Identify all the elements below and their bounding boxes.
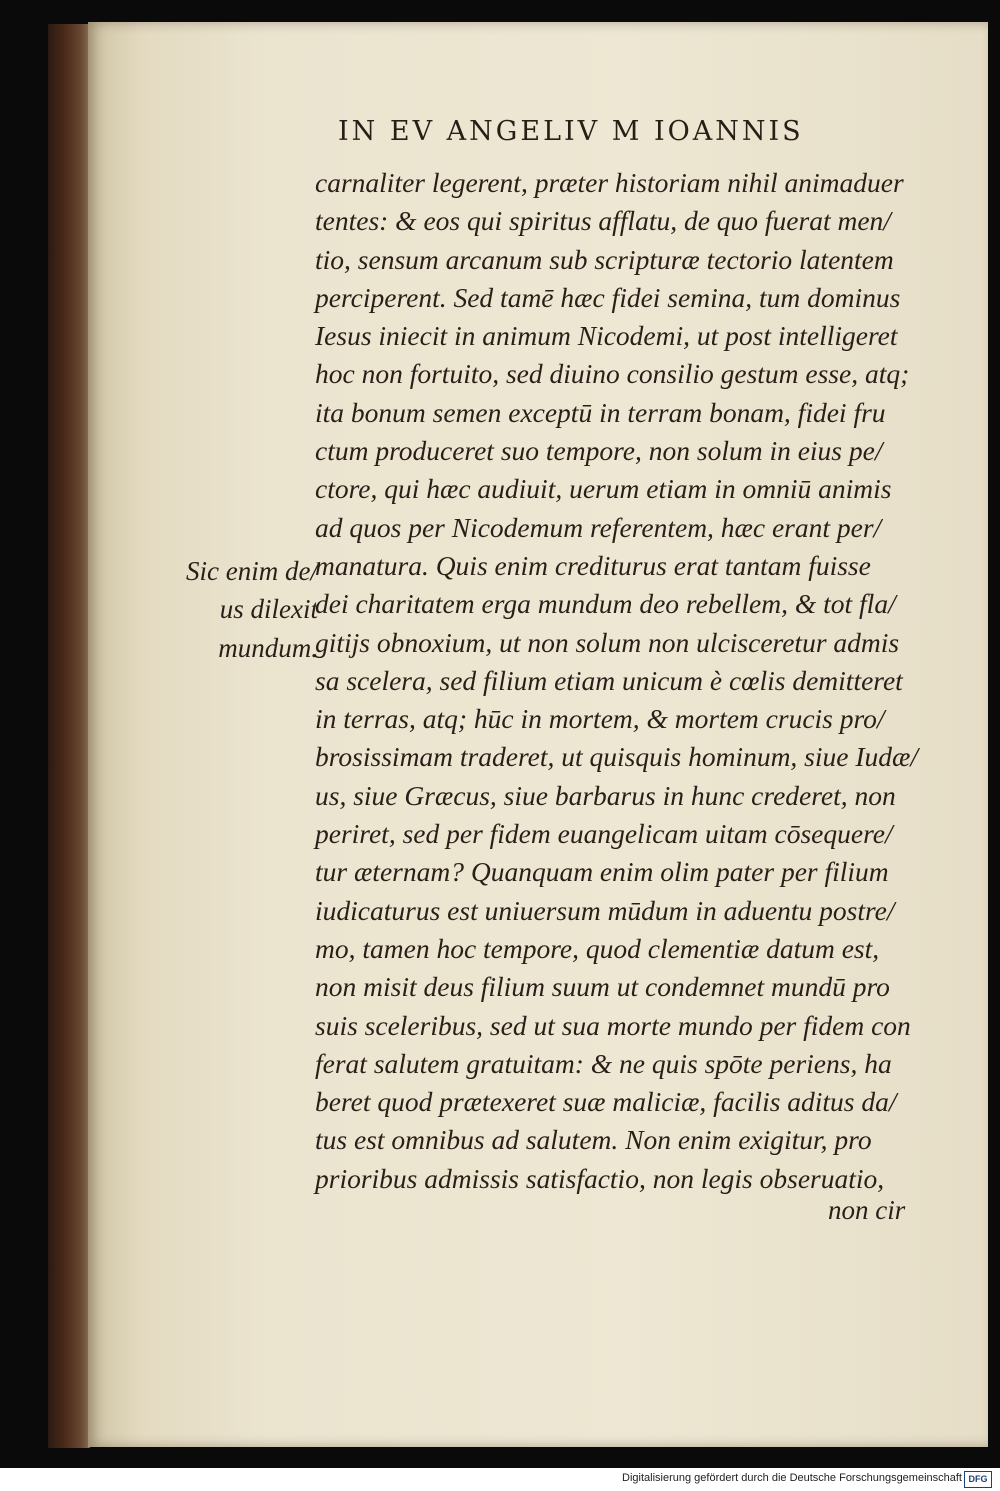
text-line: iudicaturus est uniuersum mūdum in aduentu postre/ — [315, 894, 895, 926]
text-line: ad quos per Nicodemum referentem, hæc erant per/ — [315, 511, 882, 543]
dfg-logo: DFG — [964, 1471, 992, 1488]
footer-bar — [0, 1468, 1000, 1491]
text-line: suis sceleribus, sed ut sua morte mundo per fidem con — [315, 1009, 911, 1041]
running-head: IN EV ANGELIV M IOANNIS — [338, 116, 804, 147]
text-line: ita bonum semen exceptū in terram bonam, fidei fru — [315, 396, 886, 428]
text-line: dei charitatem erga mundum deo rebellem, & tot fla/ — [315, 588, 896, 620]
text-line: ferat salutem gratuitam: & ne quis spōte periens, ha — [315, 1047, 892, 1079]
margin-note — [150, 552, 318, 667]
text-line: brosissimam traderet, ut quisquis hominum, siue Iudæ/ — [315, 741, 918, 773]
text-line: tio, sensum arcanum sub scripturæ tectorio latentem — [315, 243, 894, 275]
funding-credit: Digitalisierung gefördert durch die Deutsche Forschungsgemeinschaft — [622, 1472, 962, 1484]
text-line: sa scelera, sed filium etiam unicum è cœlis demitteret — [315, 664, 903, 696]
text-line: tus est omnibus ad salutem. Non enim exigitur, pro — [315, 1124, 872, 1156]
text-line: hoc non fortuito, sed diuino consilio gestum esse, atq; — [315, 358, 910, 390]
text-line: prioribus admissis satisfactio, non legis obseruatio, — [315, 1162, 885, 1194]
margin-note-line: us dilexit — [219, 594, 318, 625]
text-line: perciperent. Sed tamē hæc fidei semina, tum dominus — [315, 281, 901, 313]
text-line: non misit deus filium suum ut condemnet mundū pro — [315, 971, 890, 1003]
text-line: gitijs obnoxium, ut non solum non ulcisceretur admis — [315, 626, 900, 658]
text-line: ctore, qui hæc audiuit, uerum etiam in omniū animis — [315, 473, 892, 505]
margin-note-line: mundum. — [218, 632, 318, 663]
text-line: us, siue Græcus, siue barbarus in hunc crederet, non — [315, 779, 896, 811]
book-spine-edge — [48, 24, 90, 1448]
text-line: tentes: & eos qui spiritus afflatu, de quo fuerat men/ — [315, 205, 891, 237]
text-line: manatura. Quis enim crediturus erat tantam fuisse — [315, 549, 871, 581]
body-text — [315, 164, 945, 1198]
catchword: non cir — [828, 1195, 906, 1225]
margin-note-line: Sic enim de/ — [186, 556, 318, 586]
text-line: periret, sed per fidem euangelicam uitam cōsequere/ — [315, 818, 893, 850]
text-line: tur æternam? Quanquam enim olim pater per filium — [315, 856, 889, 888]
text-line: in terras, atq; hūc in mortem, & mortem crucis pro/ — [315, 703, 885, 735]
text-line: beret quod prætexeret suæ maliciæ, facilis aditus da/ — [315, 1086, 897, 1118]
text-line: ctum produceret suo tempore, non solum in eius pe/ — [315, 435, 883, 467]
text-line: carnaliter legerent, præter historiam nihil animaduer — [315, 167, 904, 198]
text-line: mo, tamen hoc tempore, quod clementiæ datum est, — [315, 932, 880, 964]
text-line: Iesus iniecit in animum Nicodemi, ut post intelligeret — [315, 320, 898, 352]
